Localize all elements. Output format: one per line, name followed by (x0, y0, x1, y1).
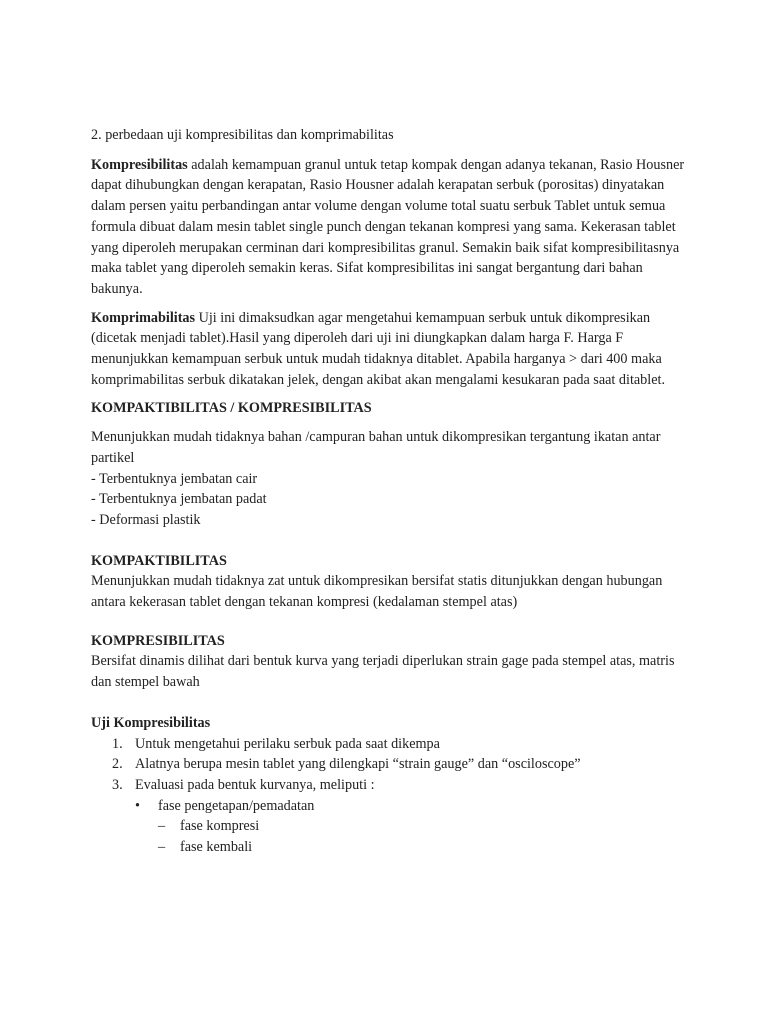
list-item: - Terbentuknya jembatan padat (91, 491, 267, 508)
kompresibilitas-paragraph (91, 155, 691, 300)
section-kompaktibilitas-kompresibilitas-title: KOMPAKTIBILITAS / KOMPRESIBILITAS (91, 400, 372, 417)
bullet-list (91, 796, 691, 817)
dash-list (91, 816, 691, 857)
dash-icon: – (158, 818, 166, 835)
list-item (91, 775, 691, 796)
bullet-icon: • (135, 797, 140, 814)
list-number: 2. (112, 756, 123, 773)
list-item-text: Alatnya berupa mesin tablet yang dilengkapi “strain gauge” dan “osciloscope” (135, 756, 581, 773)
section-kompaktibilitas-title-text: KOMPAKTIBILITAS (91, 552, 227, 569)
list-item (91, 734, 691, 755)
list-item-text: Untuk mengetahui perilaku serbuk pada saat dikempa (135, 735, 440, 752)
uji-kompresibilitas-title: Uji Kompresibilitas (91, 714, 211, 731)
komprimabilitas-text: Uji ini dimaksudkan agar mengetahui kemampuan serbuk untuk dikompresikan (dicetak menjadi tablet).Hasil yang diperoleh dari uji ini diungkapkan dalam harga F. Harga F menunjukkan kemampuan serbuk untuk mudah tidaknya ditablet. Apabila harganya > dari 400 maka komprimabilitas serbuk dikatakan jelek, dengan akibat akan mengalami kesukaran pada saat ditablet. (91, 309, 665, 388)
section-kompaktibilitas-text: Menunjukkan mudah tidaknya zat untuk dikompresikan bersifat statis ditunjukkan dengan hubungan antara kekerasan tablet dengan tekanan kompresi (kedalaman stempel atas) (91, 573, 663, 611)
list-number: 1. (112, 735, 123, 752)
document-body (91, 125, 691, 858)
list-item-text: fase pengetapan/pemadatan (158, 797, 315, 814)
section-kompresibilitas-title-text: KOMPRESIBILITAS (91, 632, 225, 649)
kompresibilitas-term: Kompresibilitas (91, 156, 188, 173)
list-item (91, 754, 691, 775)
list-item-text: fase kompresi (180, 818, 260, 835)
list-item (91, 837, 691, 858)
komprimabilitas-term: Komprimabilitas (91, 309, 196, 326)
list-item-text: Evaluasi pada bentuk kurvanya, meliputi : (135, 776, 375, 793)
kompresibilitas-text: adalah kemampuan granul untuk tetap kompak dengan adanya tekanan, Rasio Housner dapat dihubungkan dengan kerapatan, Rasio Housner adalah kerapatan serbuk (porositas) dinyatakan dalam persen yaitu perbandingan antar volume dengan volume total suatu serbuk Tablet untuk semua formula dibuat dalam mesin tablet single punch dengan tekanan kompresi yang sama. Kekerasan tablet yang diperoleh merupakan cerminan dari kompresibilitas granul. Semakin baik sifat kompresibilitasnya maka tablet yang diperoleh semakin keras. Sifat kompresibilitas ini sangat bergantung dari bahan bakunya. (91, 156, 685, 297)
list-item (91, 816, 691, 837)
document-heading: 2. perbedaan uji kompresibilitas dan komprimabilitas (91, 127, 394, 143)
list-number: 3. (112, 776, 123, 793)
section-kompresibilitas-title (91, 631, 691, 652)
list-item: - Deformasi plastik (91, 511, 201, 528)
section-kompresibilitas-text: Bersifat dinamis dilihat dari bentuk kurva yang terjadi diperlukan strain gage pada stempel atas, matris dan stempel bawah (91, 653, 675, 691)
list-item (91, 796, 691, 817)
section-kompaktibilitas-title (91, 551, 691, 572)
list-item-text: fase kembali (180, 839, 253, 856)
dash-icon: – (158, 839, 166, 856)
numbered-list (91, 734, 691, 796)
section-kompaktibilitas-kompresibilitas-text: Menunjukkan mudah tidaknya bahan /campuran bahan untuk dikompresikan tergantung ikatan antar partikel (91, 429, 661, 466)
komprimabilitas-paragraph (91, 308, 691, 391)
list-item: - Terbentuknya jembatan cair (91, 470, 258, 487)
